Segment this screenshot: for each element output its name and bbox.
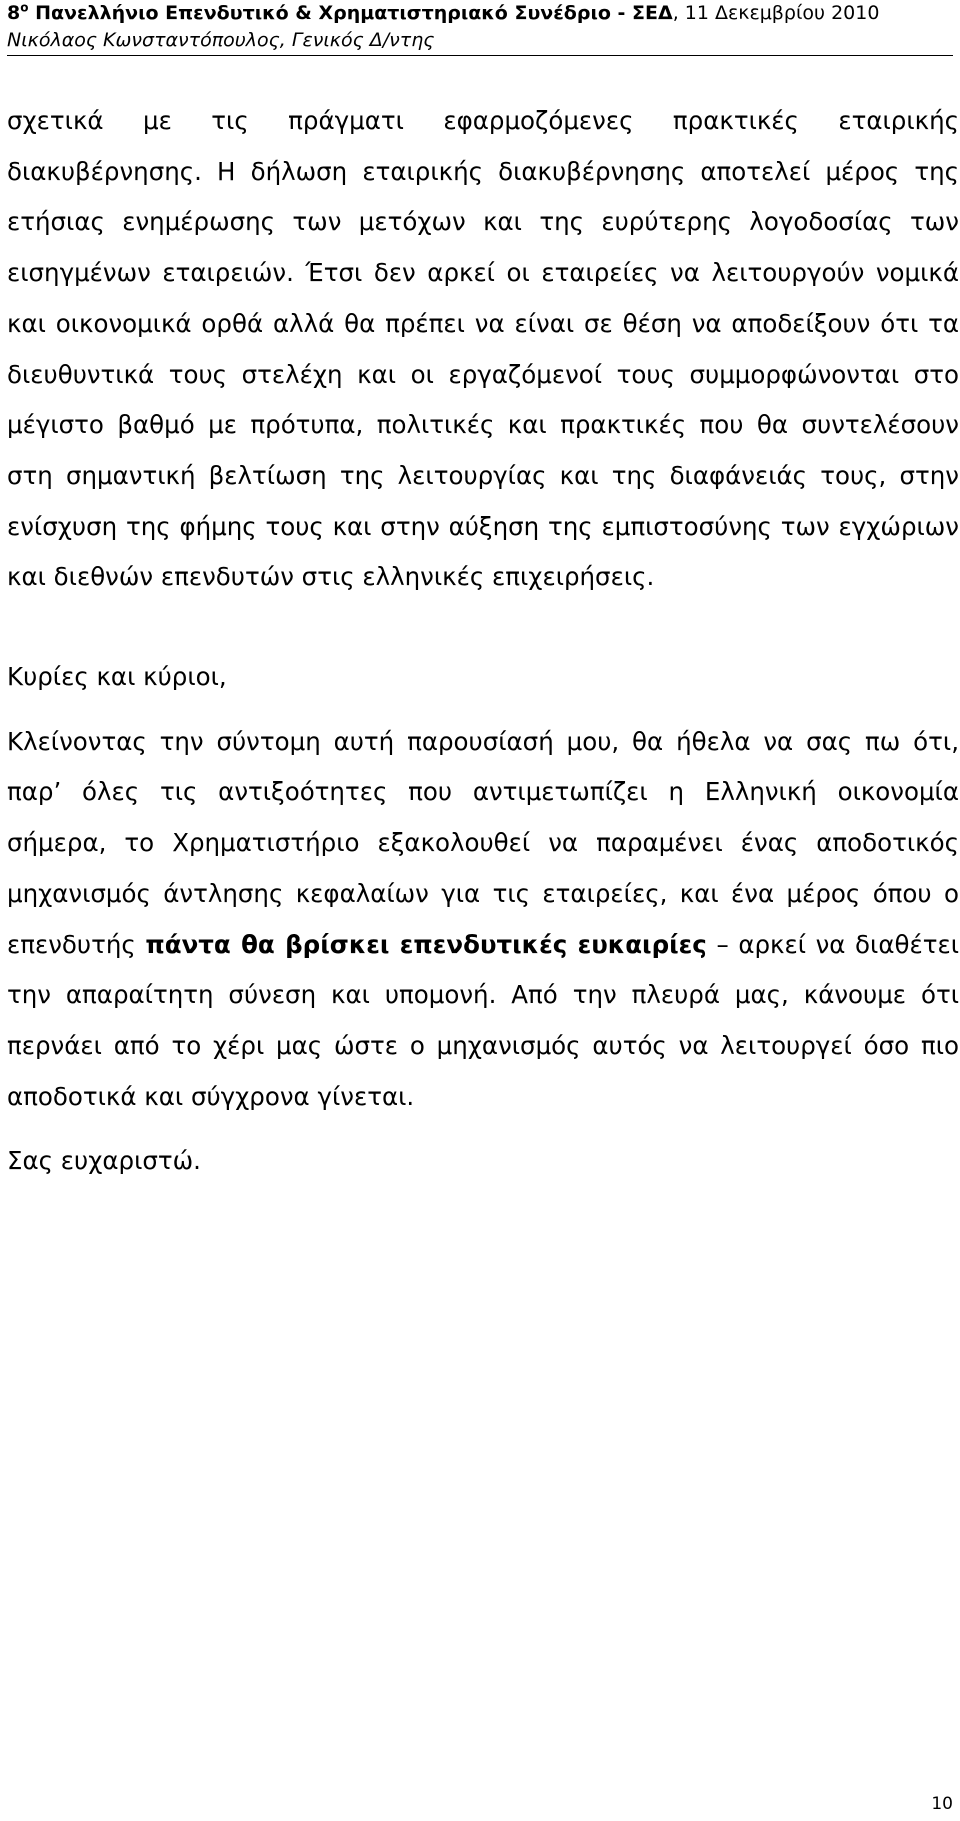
conference-title <box>7 2 673 24</box>
page-number: 10 <box>931 1794 953 1814</box>
paragraph-corporate-governance: σχετικά με τις πράγματι εφαρμοζόμενες πρακτικές εταιρικής διακυβέρνησης. Η δήλωση εταιρικής διακυβέρνησης αποτελεί μέρος της ετήσιας ενημέρωσης των μετόχων και της ευρύτερης λογοδοσίας των εισηγμένων εταιρειών. Έτσι δεν αρκεί οι εταιρείες να λειτουργούν νομικά και οικονομικά ορθά αλλά θα πρέπει να είναι σε θέση να αποδείξουν ότι τα διευθυντικά τους στελέχη και οι εργαζόμενοί τους συμμορφώνονται στο μέγιστο βαθμό με πρότυπα, πολιτικές και πρακτικές που θα συντελέσουν στη σημαντική βελτίωση της λειτουργίας και της διαφάνειάς τους, στην ενίσχυση της φήμης τους και στην αύξηση της εμπιστοσύνης των εγχώριων και διεθνών επενδυτών στις ελληνικές επιχειρήσεις. <box>7 106 959 592</box>
closing-text-end: – αρκεί να διαθέτει την απαραίτητη σύνεση και υπομονή. Από την πλευρά μας, κάνουμε ότι περνάει από το χέρι μας ώστε ο μηχανισμός αυτός να λειτουργεί όσο πιο αποδοτικά και σύγχρονα γίνεται. <box>7 929 960 1111</box>
paragraph-thanks: Σας ευχαριστώ. <box>7 1146 201 1176</box>
conference-date: , 11 Δεκεμβρίου 2010 <box>672 2 880 24</box>
document-body <box>7 96 959 1189</box>
conference-edition-number: 8 <box>7 2 21 24</box>
paragraph-greeting: Κυρίες και κύριοι, <box>7 662 227 692</box>
header-conference-line <box>7 0 953 27</box>
page-header <box>7 0 953 56</box>
closing-text-start: Κλείνοντας την σύντομη αυτή παρουσίασή μου, θα ήθελα να σας πω ότι, παρ’ όλες τις αντιξοότητες που αντιμετωπίζει η Ελληνική οικονομία σήμερα, το Χρηματιστήριο εξακολουθεί να παραμένει ένας αποδοτικός μηχανισμός άντλησης κεφαλαίων για τις εταιρείες, και ένα μέρος όπου ο επενδυτής <box>7 726 959 959</box>
conference-edition-suffix: ο <box>20 0 29 15</box>
speaker-line: Νικόλαος Κωνσταντόπουλος, Γενικός Δ/ντης <box>7 29 435 51</box>
closing-text-emphasis: πάντα θα βρίσκει επενδυτικές ευκαιρίες <box>145 929 707 959</box>
paragraph-closing <box>7 717 959 1123</box>
conference-name: Πανελλήνιο Επενδυτικό & Χρηματιστηριακό Συνέδριο - ΣΕΔ <box>28 2 673 24</box>
